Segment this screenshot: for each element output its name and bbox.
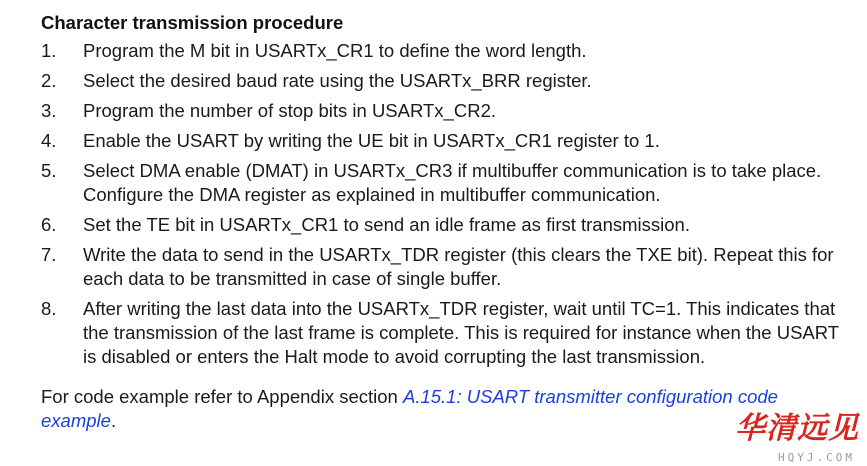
footer-suffix: . — [110, 410, 117, 431]
step-number: 8. — [41, 298, 57, 319]
step-text: After writing the last data into the USARTx_TDR register, wait until TC=1. This indicates that the transmission of the last frame is complete. This is required for instance when the USART is disabled or enters the Halt mode to avoid corrupting the last transmission. — [83, 298, 839, 367]
step-number: 5. — [41, 160, 57, 181]
watermark-subtext: HQYJ.COM — [778, 451, 855, 464]
list-item — [41, 129, 841, 153]
list-item — [41, 39, 841, 63]
step-number: 2. — [41, 70, 57, 91]
step-text: Program the M bit in USARTx_CR1 to define the word length. — [83, 40, 587, 61]
list-item — [41, 213, 841, 237]
step-text: Enable the USART by writing the UE bit in USARTx_CR1 register to 1. — [83, 130, 660, 151]
list-item — [41, 99, 841, 123]
step-number: 4. — [41, 130, 57, 151]
step-text: Select the desired baud rate using the USARTx_BRR register. — [83, 70, 592, 91]
list-item — [41, 243, 841, 291]
list-item — [41, 159, 841, 207]
watermark-logo — [723, 412, 863, 464]
procedure-list — [41, 39, 841, 369]
step-number: 3. — [41, 100, 57, 121]
footer-prefix: For code example refer to Appendix section — [41, 386, 403, 407]
code-example-note — [41, 385, 841, 433]
list-item — [41, 69, 841, 93]
step-text: Write the data to send in the USARTx_TDR register (this clears the TXE bit). Repeat this for each data to be transmitted in case of single buffer. — [83, 244, 834, 289]
step-text: Program the number of stop bits in USARTx_CR2. — [83, 100, 496, 121]
step-number: 6. — [41, 214, 57, 235]
step-number: 7. — [41, 244, 57, 265]
watermark-text: 华清远见 — [735, 411, 859, 446]
step-number: 1. — [41, 40, 57, 61]
appendix-link[interactable]: A.15.1: USART transmitter configuration code example — [41, 386, 778, 431]
document — [41, 11, 841, 433]
step-text: Set the TE bit in USARTx_CR1 to send an idle frame as first transmission. — [83, 214, 690, 235]
list-item — [41, 297, 841, 369]
section-heading: Character transmission procedure — [41, 12, 344, 33]
step-text: Select DMA enable (DMAT) in USARTx_CR3 if multibuffer communication is to take place. Configure the DMA register as explained in multibuffer communication. — [83, 160, 822, 205]
